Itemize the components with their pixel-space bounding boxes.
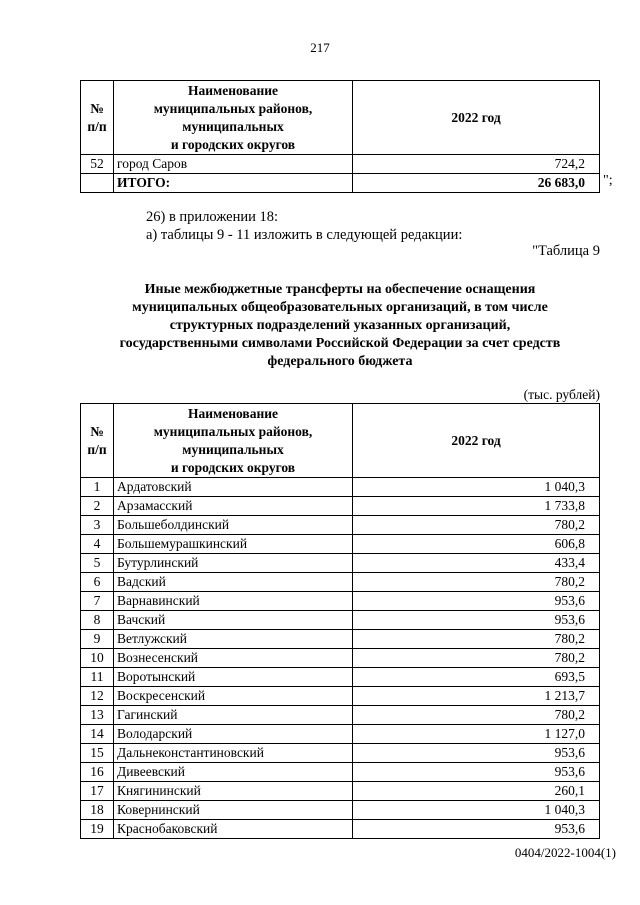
row-num: 10 [81,649,114,668]
row-value: 953,6 [353,763,600,782]
row-value: 693,5 [353,668,600,687]
table-row [81,554,600,573]
row-num: 9 [81,630,114,649]
row-name: Володарский [114,725,353,744]
header-year: 2022 год [353,404,600,478]
row-name: Ардатовский [114,478,353,497]
row-value: 1 733,8 [353,497,600,516]
title-line: государственными символами Российской Федерации за счет средств [119,336,561,351]
row-name: Княгининский [114,782,353,801]
row-num: 17 [81,782,114,801]
row-num: 4 [81,535,114,554]
row-value: 780,2 [353,630,600,649]
row-value: 433,4 [353,554,600,573]
table-row [81,820,600,839]
row-value: 724,2 [353,155,600,174]
row-name: Гагинский [114,706,353,725]
row-num: 8 [81,611,114,630]
header-num [81,81,114,155]
main-table-body [81,478,600,839]
row-num: 52 [81,155,114,174]
table-row [81,649,600,668]
title-line: федерального бюджета [267,354,413,369]
row-num: 3 [81,516,114,535]
table-row [81,611,600,630]
amendment-line-1: 26) в приложении 18: [146,209,279,225]
table-row [81,592,600,611]
row-value: 1 040,3 [353,478,600,497]
row-name: Вачский [114,611,353,630]
row-name: Краснобаковский [114,820,353,839]
table-row [81,744,600,763]
table-row [81,516,600,535]
row-num: 14 [81,725,114,744]
row-num: 16 [81,763,114,782]
table-row [81,668,600,687]
row-value: 780,2 [353,649,600,668]
total-label: ИТОГО: [114,174,353,193]
row-name: Большемурашкинский [114,535,353,554]
row-name: город Саров [114,155,353,174]
row-value: 260,1 [353,782,600,801]
table-row [81,478,600,497]
table-row [81,155,600,174]
table-row [81,535,600,554]
row-name: Ветлужский [114,630,353,649]
header-name-line: и городских округов [170,459,296,475]
total-row [81,174,600,193]
row-value: 606,8 [353,535,600,554]
row-num: 6 [81,573,114,592]
row-value: 1 127,0 [353,725,600,744]
header-name-line: муниципальных районов, [153,423,313,439]
row-value: 953,6 [353,744,600,763]
total-num [81,174,114,193]
row-value: 1 040,3 [353,801,600,820]
row-value: 780,2 [353,573,600,592]
table-row [81,782,600,801]
header-num-line: п/п [87,118,107,134]
table-row [81,801,600,820]
row-name: Дивеевский [114,763,353,782]
amendment-line-2: а) таблицы 9 - 11 изложить в следующей редакции: [146,227,463,243]
header-name-line: муниципальных [182,441,284,457]
total-value: 26 683,0 [353,174,600,193]
header-name-line: Наименование [188,405,278,421]
row-name: Ковернинский [114,801,353,820]
row-num: 13 [81,706,114,725]
top-table [80,80,600,193]
main-table [80,403,600,839]
title-line: структурных подразделений указанных организаций, [169,318,511,333]
table-label: "Таблица 9 [532,243,600,259]
table-row [81,763,600,782]
title-line: муниципальных общеобразовательных организаций, в том числе [132,300,548,315]
table-row [81,630,600,649]
header-name-line: муниципальных [182,118,284,134]
row-num: 15 [81,744,114,763]
header-name-line: Наименование [188,82,278,98]
header-num [81,404,114,478]
header-name-line: и городских округов [170,136,296,152]
row-num: 7 [81,592,114,611]
table-title [80,281,600,371]
unit-label: (тыс. рублей) [523,387,600,402]
row-value: 953,6 [353,820,600,839]
row-name: Воротынский [114,668,353,687]
header-name [114,81,353,155]
row-name: Арзамасский [114,497,353,516]
closing-quote: "; [603,173,613,188]
row-name: Воскресенский [114,687,353,706]
header-year: 2022 год [353,81,600,155]
page-number: 217 [310,40,330,55]
row-num: 11 [81,668,114,687]
row-num: 18 [81,801,114,820]
title-line: Иные межбюджетные трансферты на обеспечение оснащения [144,282,536,297]
table-row [81,573,600,592]
row-value: 953,6 [353,611,600,630]
row-num: 1 [81,478,114,497]
header-name-line: муниципальных районов, [153,100,313,116]
row-value: 953,6 [353,592,600,611]
row-name: Дальнеконстантиновский [114,744,353,763]
row-name: Варнавинский [114,592,353,611]
header-name [114,404,353,478]
table-header-row [81,81,600,155]
row-value: 1 213,7 [353,687,600,706]
row-name: Большеболдинский [114,516,353,535]
table-row [81,725,600,744]
row-name: Бутурлинский [114,554,353,573]
row-value: 780,2 [353,516,600,535]
table-row [81,687,600,706]
row-name: Вознесенский [114,649,353,668]
header-num-line: № [90,100,104,116]
header-num-line: п/п [87,441,107,457]
document-code: 0404/2022-1004(1) [514,845,616,860]
table-header-row [81,404,600,478]
row-num: 2 [81,497,114,516]
table-row [81,497,600,516]
row-num: 12 [81,687,114,706]
row-num: 19 [81,820,114,839]
header-num-line: № [90,423,104,439]
row-name: Вадский [114,573,353,592]
row-num: 5 [81,554,114,573]
row-value: 780,2 [353,706,600,725]
table-row [81,706,600,725]
